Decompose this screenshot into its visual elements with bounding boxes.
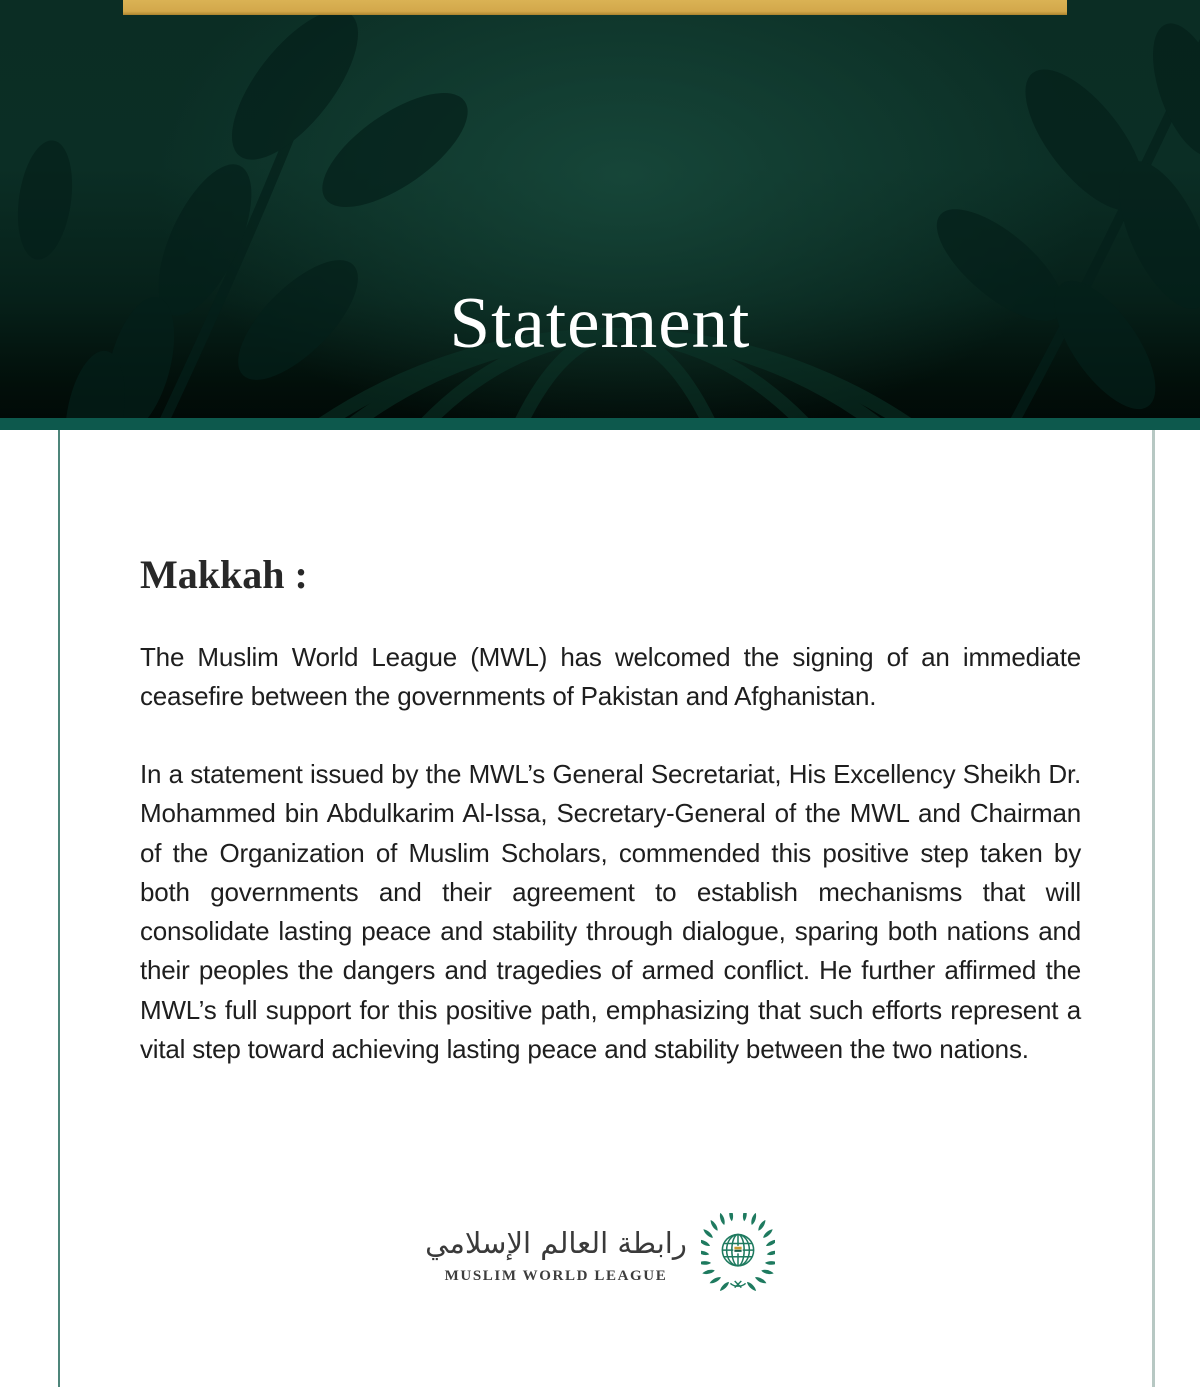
page-title: Statement xyxy=(449,282,751,363)
teal-divider-band xyxy=(0,418,1200,430)
mwl-arabic-name: رابطة العالم الإسلامي xyxy=(425,1226,687,1260)
mwl-globe-wreath-icon xyxy=(701,1213,775,1293)
mwl-logo-text xyxy=(425,1221,687,1285)
gold-accent-bar xyxy=(123,0,1067,15)
statement-paragraph: In a statement issued by the MWL’s General Secretariat, His Excellency Sheikh Dr. Mohammed bin Abdulkarim Al-Issa, Secretary-General of the MWL and Chairman of the Organization of Muslim Scholars, commended this positive step taken by both governments and their agreement to establish mechanisms that will consolidate lasting peace and stability through dialogue, sparing both nations and their peoples the dangers and tragedies of armed conflict. He further affirmed the MWL’s full support for this positive path, emphasizing that such efforts represent a vital step toward achieving lasting peace and stability between the two nations. xyxy=(140,759,1081,1065)
statement-body xyxy=(0,430,1200,1387)
header-banner xyxy=(0,0,1200,418)
mwl-latin-name: MUSLIM WORLD LEAGUE xyxy=(444,1268,668,1284)
location-heading: Makkah : xyxy=(140,552,308,597)
mwl-logo xyxy=(0,1213,1200,1293)
statement-paragraph: The Muslim World League (MWL) has welcomed the signing of an immediate ceasefire between the governments of Pakistan and Afghanistan. xyxy=(140,642,1081,712)
